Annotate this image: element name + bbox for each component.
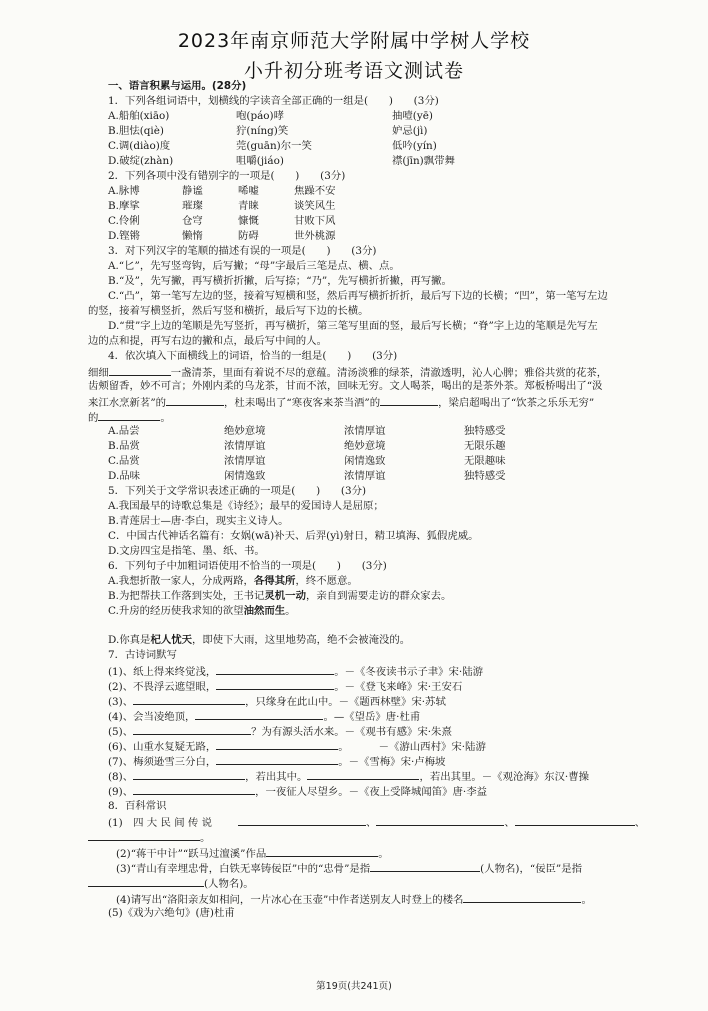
q3-stem: 3．对下列汉字的笔顺的描述有误的一项是( ) (3分) [108, 245, 377, 257]
q4-stem: 4．依次填入下面横线上的词语，恰当的一组是( ) (3分) [108, 350, 398, 362]
q8-blank-5[interactable] [266, 846, 378, 857]
q4-blank-3[interactable] [380, 395, 438, 406]
q7-line-8 [108, 769, 589, 784]
q1-b-1: B.胆怯(qiè) [108, 125, 164, 137]
q8-text: (1) 四 大 民 间 传 说 [108, 817, 212, 829]
q4-passage-text: 来江水烹新茗”的 [88, 397, 167, 409]
q1-d-1: D.破绽(zhàn) [108, 155, 174, 167]
q8-text: 、 [504, 817, 515, 829]
q1-a-3: 抽噎(yē) [392, 110, 433, 122]
q8-text: (4)请写出“洛阳亲友如相问，一片冰心在玉壶”中作者送别友人时登上的楼名 [116, 894, 464, 906]
q8-text: (人物名)，“佞臣”是指 [480, 863, 583, 875]
q8-blank-1[interactable] [238, 815, 366, 826]
q7-blank-1[interactable] [216, 664, 334, 675]
q5-stem: 5．下列关于文学常识表述正确的一项是( ) (3分) [108, 485, 367, 497]
q2-a-4: 焦躁不安 [294, 185, 336, 197]
q7-text: ？为有源头活水来。－《观书有感》宋·朱熹 [251, 726, 452, 738]
q8-text: 、 [365, 817, 377, 829]
q3-c-line2: 的竖，接着写横竖折，然后写竖和横折，最后写下边的长横。 [88, 305, 369, 317]
q2-b-4: 谈笑风生 [294, 200, 336, 212]
q8-text: (3)“青山有幸埋忠骨，白铁无辜铸佞臣”中的“忠骨”是指 [116, 863, 371, 875]
exam-title-line2: 小升初分班考语文测试卷 [243, 60, 464, 82]
q2-d-1: D.铿锵 [108, 230, 141, 242]
q6-c-text: 。 [285, 605, 296, 617]
q7-text: 。－《雪梅》宋·卢梅坡 [338, 756, 446, 768]
q4-passage-line3 [88, 395, 594, 410]
q6-a-text: ，终不愿意。 [295, 575, 358, 587]
q7-blank-3[interactable] [133, 694, 245, 705]
q1-a-2: 咆(páo)哮 [236, 110, 284, 122]
q3-d-line2: 边的点和提，再写右边的撇和点，最后写中间的人。 [88, 335, 327, 347]
q7-line-6 [108, 739, 486, 754]
q1-c-2: 莞(guān)尔一笑 [236, 140, 312, 152]
q7-blank-7[interactable] [216, 754, 338, 765]
q7-line-9 [108, 784, 487, 799]
q2-a-1: A.脉博 [108, 185, 140, 197]
q6-b-bold: 灵机一动 [264, 590, 306, 602]
q4-passage-text: 一盏清茶，里面有着说不尽的意蕴。清汤淡雅的绿茶，清澈透明，沁人心脾；雅俗共赏的花茶， [170, 367, 608, 379]
q7-text: (9)、 [108, 786, 134, 798]
q8-blank-2[interactable] [376, 815, 504, 826]
q4-a-4: 独特感受 [464, 425, 506, 437]
q7-text: (7)、梅须逊雪三分白， [108, 756, 217, 768]
q7-blank-8[interactable] [133, 769, 245, 780]
q7-text: ，一夜征人尽望乡。－《夜上受降城闻笛》唐·李益 [255, 786, 488, 798]
q7-line-7 [108, 754, 445, 769]
q6-a-bold: 各得其所 [253, 575, 296, 587]
q7-text: 。—《望岳》唐·杜甫 [323, 711, 421, 723]
q4-b-1: B.品赏 [108, 440, 140, 452]
section-heading: 一、语言积累与运用。(28分) [108, 80, 247, 92]
q8-item-5: (5)《戏为六绝句》(唐)杜甫 [108, 907, 235, 919]
q2-b-2: 璀璨 [182, 200, 203, 212]
q8-blank-3[interactable] [515, 815, 635, 826]
q7-text: (5)、 [108, 726, 134, 738]
q4-blank-2[interactable] [166, 395, 224, 406]
q4-blank-1[interactable] [109, 365, 171, 376]
q7-stem: 7．古诗词默写 [108, 649, 177, 661]
q4-passage-line1 [88, 365, 607, 380]
q4-d-4: 独特感受 [464, 470, 506, 482]
q8-stem: 8．百科常识 [108, 800, 167, 812]
q4-passage-text: 细细 [88, 367, 109, 379]
q6-b-text: B.为把帮扶工作落到实处，王书记 [108, 590, 265, 602]
q6-b-text: ，亲自到需要走访的群众家去。 [305, 590, 452, 602]
q8-blank-4[interactable] [88, 830, 200, 841]
q6-d-text: D.你真是 [108, 634, 151, 646]
q7-text: (2)、不畏浮云遮望眼， [108, 681, 217, 693]
q6-d-text: ，即使下大雨，这里地势高，绝不会被淹没的。 [192, 634, 411, 646]
q6-a [108, 575, 358, 588]
q4-b-2: 浓情厚谊 [224, 440, 266, 452]
q8-text: 。 [581, 894, 592, 906]
q4-b-4: 无限乐趣 [464, 440, 506, 452]
q2-c-3: 慷慨 [238, 215, 259, 227]
q2-d-2: 懒惰 [182, 230, 203, 242]
q8-item-3-cont [88, 876, 254, 891]
q4-blank-4[interactable] [98, 410, 160, 421]
page-number: 第19页(共241页) [316, 981, 392, 992]
q7-blank-2[interactable] [216, 679, 334, 690]
q2-d-3: 防碍 [238, 230, 259, 242]
q8-item-2 [116, 846, 389, 861]
q7-blank-9[interactable] [307, 769, 419, 780]
q7-text: (3)、 [108, 696, 134, 708]
q7-text: ，若出其里。－《观沧海》东汉·曹操 [419, 771, 590, 783]
q2-stem: 2．下列各项中没有错别字的一项是( ) (3分) [108, 170, 346, 182]
q7-text: (1)、纸上得来终觉浅， [108, 666, 217, 678]
q4-d-3: 浓情厚谊 [344, 470, 386, 482]
q6-c [108, 605, 296, 618]
q4-a-3: 浓情厚谊 [344, 425, 386, 437]
q4-b-3: 绝妙意境 [344, 440, 386, 452]
q5-d: D.文房四宝是指笔、墨、纸、书。 [108, 545, 265, 557]
q3-b: B.“及”，先写撇，再写横折折撇，后写捺；“乃”，先写横折折撇，再写撇。 [108, 275, 452, 287]
q4-passage-line4 [88, 410, 171, 425]
q7-line-5 [108, 724, 452, 739]
q7-line-2 [108, 679, 462, 694]
q7-text: (8)、 [108, 771, 134, 783]
q4-passage-text: 的 [88, 412, 99, 424]
q2-a-2: 静谧 [182, 185, 203, 197]
q4-passage-text: ，杜耒喝出了“寒夜客来茶当酒”的 [224, 397, 381, 409]
q7-text: 。 [338, 741, 349, 753]
q4-a-2: 绝妙意境 [224, 425, 266, 437]
q8-text: (人物名)。 [204, 878, 254, 890]
q8-text: (2)“蒋干中计”“跃马过澶溪”作品 [116, 848, 267, 860]
q4-passage-text: 。 [160, 412, 171, 424]
q8-blank-8[interactable] [463, 892, 581, 903]
q6-b [108, 590, 451, 603]
q4-d-1: D.品味 [108, 470, 141, 482]
q6-d [108, 634, 410, 647]
q4-a-1: A.品尝 [108, 425, 140, 437]
q1-a-1: A.船舶(xiāo) [108, 110, 170, 122]
q7-line-1 [108, 664, 483, 679]
q5-c: C．中国古代神话名篇有：女娲(wā)补天、后羿(yì)射日，精卫填海、狐假虎威。 [108, 530, 479, 542]
q6-c-text: C.升房的经历使我求知的欲望 [108, 605, 244, 617]
q1-c-3: 低吟(yín) [392, 140, 437, 152]
q2-a-3: 唏嘘 [238, 185, 259, 197]
q7-text: 。－《登飞来峰》宋·王安石 [334, 681, 463, 693]
q3-d-line1: D.“贯”字上边的笔顺是先写竖折，再写横折，第三笔写里面的竖，最后写长横；“脊”字上边的笔顺是先写左 [108, 320, 598, 332]
q7-blank-4[interactable] [195, 709, 323, 720]
q2-c-1: C.伶俐 [108, 215, 140, 227]
q5-a: A.我国最早的诗歌总集是《诗经》；最早的爱国诗人是屈原； [108, 500, 384, 512]
q1-stem: 1．下列各组词语中，划横线的字读音全部正确的一组是( ) (3分) [108, 95, 439, 107]
q7-text: (4)、会当凌绝顶， [108, 711, 196, 723]
q8-item-1-cont [88, 830, 210, 845]
exam-title-line1: 2023年南京师范大学附属中学树人学校 [177, 30, 531, 52]
q8-text: 、 [634, 817, 646, 829]
q4-passage-line2: 齿颊留香，妙不可言；外刚内柔的乌龙茶，甘而不浓，回味无穷。文人喝茶，喝出的是茶外茶。郑板桥喝出了“汲 [88, 380, 603, 392]
q6-c-bold: 油然而生 [243, 605, 286, 617]
q8-blank-6[interactable] [370, 861, 480, 872]
q2-b-3: 青睐 [238, 200, 259, 212]
q2-d-4: 世外桃源 [294, 230, 336, 242]
q3-a: A.“匕”，先写竖弯钩，后写撇；“母”字最后三笔是点、横、点。 [108, 260, 400, 272]
q4-c-2: 浓情厚谊 [224, 455, 266, 467]
q4-c-3: 闲情逸致 [344, 455, 386, 467]
q1-d-2: 咀嚼(jiáo) [236, 155, 284, 167]
q2-c-4: 甘败下风 [294, 215, 336, 227]
q4-c-4: 无限趣味 [464, 455, 506, 467]
q4-c-1: C.品赏 [108, 455, 140, 467]
q5-b: B.青莲居士—唐·李白，现实主义诗人。 [108, 515, 289, 527]
q1-c-1: C.调(diào)度 [108, 140, 171, 152]
q7-blank-5[interactable] [133, 724, 251, 735]
q1-b-3: 妒忌(jì) [392, 125, 428, 137]
q7-line-3 [108, 694, 446, 709]
q8-item-4 [116, 892, 592, 907]
q8-blank-7[interactable] [88, 876, 204, 887]
q7-line-4 [108, 709, 420, 724]
q3-c-line1: C.“凸”，第一笔写左边的竖，接着写短横和竖，然后再写横折折折，最后写下边的长横；“凹”，第一笔写左边 [108, 290, 608, 302]
q2-b-1: B.摩挲 [108, 200, 140, 212]
q7-text: ，只缘身在此山中。－《题西林壁》宋·苏轼 [245, 696, 446, 708]
q7-blank-6[interactable] [216, 739, 338, 750]
q8-text: 。 [200, 832, 211, 844]
q4-passage-text: ，梁启超喝出了“饮茶之乐乐无穷” [438, 397, 595, 409]
q6-a-text: A.我想折散一家人，分成两路， [108, 575, 254, 587]
q1-d-3: 襟(jīn)飘带舞 [392, 155, 455, 167]
q7-text: ，若出其中。 [245, 771, 308, 783]
q6-stem: 6．下列句子中加粗词语使用不恰当的一项是( ) (3分) [108, 560, 387, 572]
q8-text: 。 [378, 848, 389, 860]
q8-item-3 [116, 861, 582, 876]
q2-c-2: 仓穹 [182, 215, 203, 227]
q8-item-1 [108, 815, 645, 830]
q1-b-2: 狞(níng)笑 [236, 125, 289, 137]
q6-d-bold: 杞人忧天 [150, 634, 192, 646]
q4-d-2: 闲情逸致 [224, 470, 266, 482]
q7-text: (6)、山重水复疑无路， [108, 741, 217, 753]
q7-text: －《游山西村》宋·陆游 [378, 741, 486, 753]
q7-text: 。－《冬夜读书示子聿》宋·陆游 [334, 666, 484, 678]
q7-blank-10[interactable] [133, 784, 255, 795]
